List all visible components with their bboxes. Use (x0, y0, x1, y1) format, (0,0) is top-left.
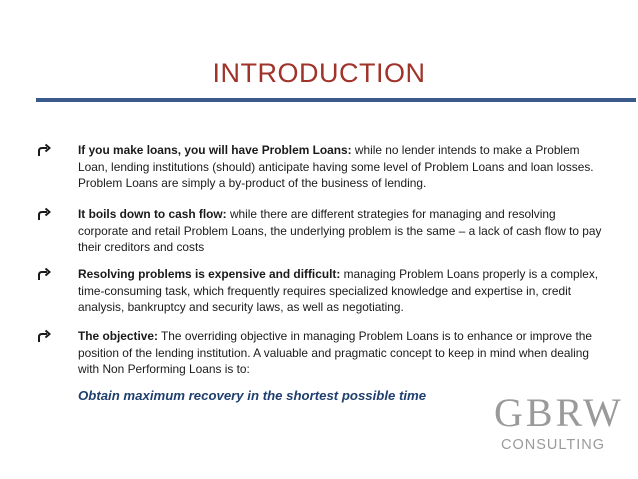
bullet-text (78, 206, 606, 256)
key-objective-tagline: Obtain maximum recovery in the shortest possible time (78, 388, 427, 403)
bullet-lead: It boils down to cash flow: (78, 207, 227, 221)
bullet-text (78, 142, 606, 192)
logo-subtitle: CONSULTING (501, 437, 605, 453)
bullet-body: The overriding objective in managing Problem Loans is to enhance or improve the position of the lending institution. A valuable and pragmatic concept to keep in mind when dealing with Non Performing Loans is to: (78, 329, 592, 376)
bullet-text (78, 266, 606, 316)
bullet-body: managing Problem Loans properly is a complex, time-consuming task, which frequently requires specialized knowledge and expertise in, credit analysis, bankruptcy and security laws, as well as negotiating. (78, 267, 599, 314)
title-divider (36, 98, 636, 102)
curved-arrow-right-icon (37, 143, 51, 157)
bullet-lead: Resolving problems is expensive and difficult: (78, 267, 341, 281)
curved-arrow-right-icon (37, 329, 51, 343)
bullet-lead: The objective: (78, 329, 158, 343)
bullet-body: while there are different strategies for managing and resolving corporate and retail Problem Loans, the underlying problem is the same – a lack of cash flow to pay their creditors and costs (78, 207, 602, 254)
curved-arrow-right-icon (37, 267, 51, 281)
slide-title: INTRODUCTION (212, 58, 426, 88)
bullet-lead: If you make loans, you will have Problem Loans: (78, 143, 352, 157)
bullet-body: while no lender intends to make a Problem Loan, lending institutions (should) anticipate having some level of Problem Loans and loan losses. Problem Loans are simply a by-product of the business of lending. (78, 143, 594, 190)
curved-arrow-right-icon (37, 207, 51, 221)
logo-wordmark: GBRW (494, 390, 624, 435)
bullet-text (78, 328, 606, 378)
gbrw-consulting-logo (494, 390, 624, 460)
